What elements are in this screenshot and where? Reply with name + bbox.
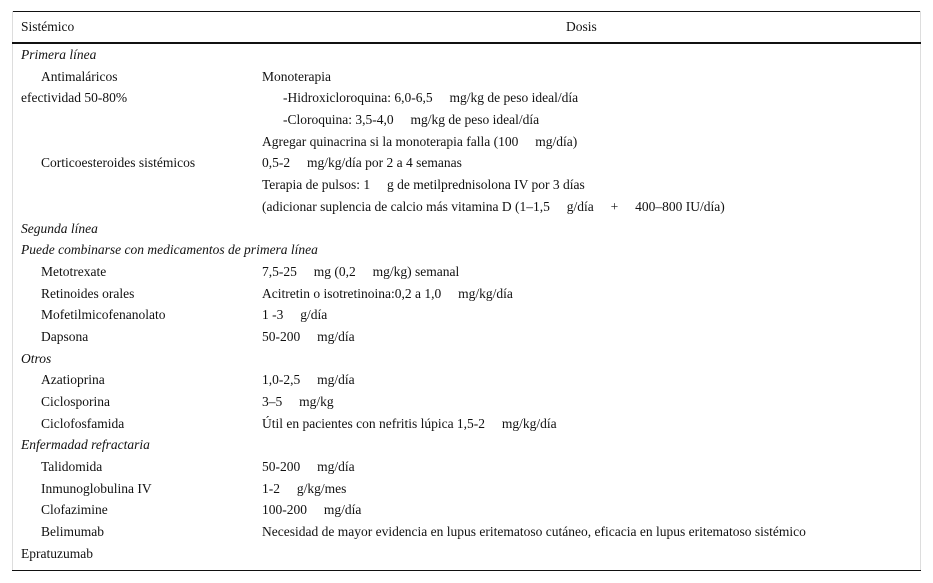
- drug-name: Corticoesteroides sistémicos: [41, 155, 196, 171]
- drug-name: Inmunoglobulina IV: [41, 480, 152, 496]
- table-body: [0, 44, 933, 565]
- drug-name: Mofetilmicofenanolato: [41, 307, 166, 323]
- dose-text: Terapia de pulsos: 1 g de metilprednisolona IV por 3 días: [262, 177, 585, 193]
- dose-text: 7,5-25 mg (0,2 mg/kg) semanal: [262, 263, 460, 279]
- dose-text: 1-2 g/kg/mes: [262, 480, 347, 496]
- dose-text: Agregar quinacrina si la monoterapia falla (100 mg/día): [262, 133, 578, 149]
- dose-text: Acitretin o isotretinoina:0,2 a 1,0 mg/kg/día: [262, 285, 513, 301]
- drug-name: Retinoides orales: [41, 285, 135, 301]
- dose-text: -Cloroquina: 3,5-4,0 mg/kg de peso ideal/día: [283, 112, 540, 128]
- drug-name: Ciclosporina: [41, 394, 110, 409]
- table-row: [0, 283, 933, 305]
- table-row: [0, 196, 933, 218]
- drug-name: Metotrexate: [41, 263, 107, 279]
- dose-text: Necesidad de mayor evidencia en lupus eritematoso cutáneo, eficacia en lupus eritematoso sistémico: [262, 524, 806, 540]
- section-heading-row: [0, 218, 933, 240]
- table-row: [0, 131, 933, 153]
- table-row: [0, 109, 933, 131]
- section-title: Otros: [21, 350, 52, 366]
- section-title: Segunda línea: [21, 220, 98, 236]
- table-row: [0, 304, 933, 326]
- table-row: [0, 66, 933, 88]
- drug-name: Belimumab: [41, 524, 104, 540]
- dose-text: 50-200 mg/día: [262, 328, 355, 344]
- table-row: [0, 543, 933, 565]
- dose-text: Útil en pacientes con nefritis lúpica 1,5-2 mg/kg/día: [262, 415, 557, 431]
- dose-text: 100-200 mg/día: [262, 502, 362, 518]
- drug-name: efectividad 50-80%: [21, 90, 128, 106]
- section-heading-row: [0, 44, 933, 66]
- table-row: [0, 152, 933, 174]
- table-bottom-rule: [12, 570, 921, 571]
- table-row: [0, 499, 933, 521]
- table-row: [0, 87, 933, 109]
- drug-name: Talidomida: [41, 459, 103, 475]
- section-title: Primera línea: [21, 47, 97, 62]
- dose-text: Monoterapia: [262, 68, 331, 84]
- drug-name: Dapsona: [41, 328, 89, 344]
- section-heading-row: [0, 434, 933, 456]
- dose-text: 1 -3 g/día: [262, 307, 328, 323]
- section-heading-row: [0, 348, 933, 370]
- dose-text: -Hidroxicloroquina: 6,0-6,5 mg/kg de peso ideal/día: [283, 90, 579, 106]
- dose-text: (adicionar suplencia de calcio más vitamina D (1–1,5 g/día + 400–800 IU/día): [262, 198, 725, 214]
- drug-name: Epratuzumab: [21, 545, 93, 561]
- section-title: Puede combinarse con medicamentos de primera línea: [21, 242, 318, 258]
- dose-text: 3–5 mg/kg: [262, 394, 334, 409]
- dose-text: 50-200 mg/día: [262, 459, 355, 475]
- drug-name: Azatioprina: [41, 372, 105, 388]
- table-row: [0, 174, 933, 196]
- section-heading-row: [0, 239, 933, 261]
- section-title: Enfermadad refractaria: [21, 437, 150, 453]
- table-row: [0, 326, 933, 348]
- table-row: [0, 521, 933, 543]
- column-header-sistemico: Sistémico: [21, 19, 75, 34]
- table-row: [0, 413, 933, 435]
- drug-name: Clofazimine: [41, 502, 108, 518]
- table-row: [0, 456, 933, 478]
- dose-text: 1,0-2,5 mg/día: [262, 372, 355, 388]
- table-row: [0, 369, 933, 391]
- table-row: [0, 391, 933, 413]
- dose-text: 0,5-2 mg/kg/día por 2 a 4 semanas: [262, 155, 462, 171]
- table-row: [0, 478, 933, 500]
- table-row: [0, 261, 933, 283]
- table-top-rule: [12, 11, 921, 12]
- drug-name: Antimaláricos: [41, 68, 118, 84]
- column-header-dosis: Dosis: [566, 19, 597, 34]
- drug-name: Ciclofosfamida: [41, 415, 125, 431]
